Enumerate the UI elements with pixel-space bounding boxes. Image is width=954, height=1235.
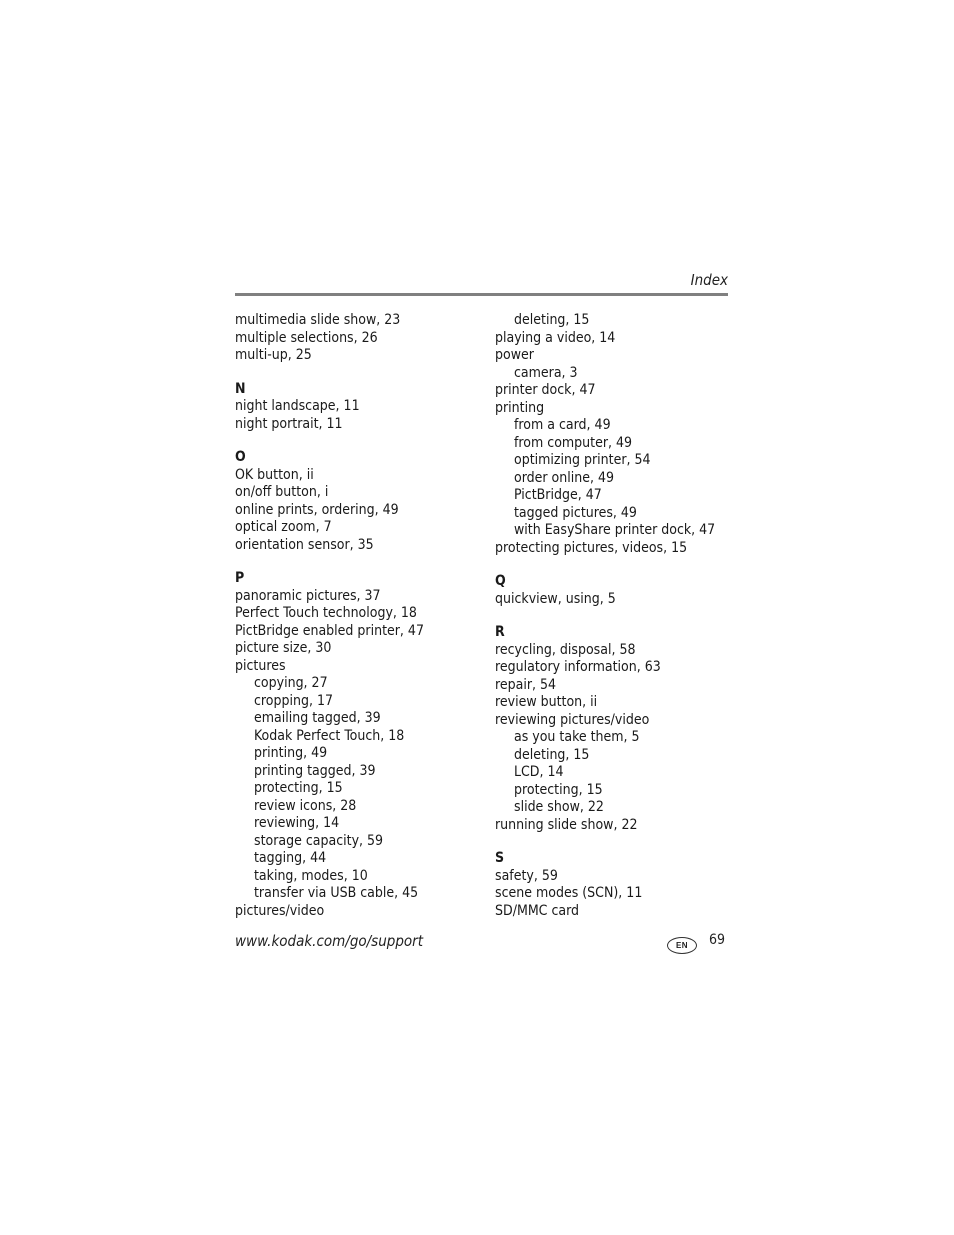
index-subentry: from a card, 49 (514, 417, 611, 433)
index-letter-heading: R (495, 624, 505, 640)
index-entry: multiple selections, 26 (235, 329, 378, 346)
index-entry: safety, 59 (495, 867, 558, 884)
index-entry: online prints, ordering, 49 (235, 501, 399, 518)
index-entry: repair, 54 (495, 676, 557, 693)
index-subentry: tagged pictures, 49 (514, 504, 637, 521)
index-subentry: deleting, 15 (514, 312, 590, 328)
index-letter-heading: O (235, 449, 246, 465)
index-entry: running slide show, 22 (495, 816, 638, 833)
index-entry: panoramic pictures, 37 (235, 587, 381, 604)
index-entry: night landscape, 11 (235, 398, 360, 414)
index-entry: SD/MMC card (495, 902, 580, 919)
page-number: 69 (709, 932, 726, 948)
index-subentry: review icons, 28 (254, 797, 357, 814)
index-letter-heading: P (235, 570, 245, 586)
index-subentry: transfer via USB cable, 45 (254, 885, 419, 901)
index-entry: review button, ii (495, 694, 598, 710)
index-subentry: protecting, 15 (514, 781, 603, 798)
index-entry: Perfect Touch technology, 18 (235, 605, 417, 621)
index-entry: scene modes (SCN), 11 (495, 885, 643, 901)
index-subentry: with EasyShare printer dock, 47 (514, 522, 716, 538)
index-entry: reviewing pictures/video (495, 711, 650, 728)
index-subentry: cropping, 17 (254, 692, 333, 709)
index-entry: quickview, using, 5 (495, 590, 616, 607)
index-entry: regulatory information, 63 (495, 659, 661, 675)
index-column-right (495, 312, 735, 920)
index-entry: printer dock, 47 (495, 382, 596, 398)
index-entry: optical zoom, 7 (235, 519, 332, 535)
index-subentry: deleting, 15 (514, 746, 590, 763)
index-subentry: PictBridge, 47 (514, 487, 602, 503)
index-subentry: slide show, 22 (514, 799, 604, 815)
index-subentry: protecting, 15 (254, 780, 343, 796)
header-rule (235, 293, 728, 296)
index-entry: PictBridge enabled printer, 47 (235, 622, 424, 639)
index-subentry: order online, 49 (514, 469, 615, 486)
index-entry: recycling, disposal, 58 (495, 641, 636, 658)
language-badge-icon: EN (667, 937, 697, 954)
index-entry: pictures/video (235, 902, 325, 919)
index-entry: playing a video, 14 (495, 329, 616, 346)
index-letter-heading: N (235, 380, 246, 397)
index-entry: printing (495, 399, 545, 416)
index-entry: on/off button, i (235, 484, 329, 500)
index-entry: night portrait, 11 (235, 415, 343, 432)
index-subentry: camera, 3 (514, 364, 578, 381)
footer-support-url: www.kodak.com/go/support (235, 932, 423, 950)
index-column-left (235, 312, 485, 920)
index-subentry: as you take them, 5 (514, 729, 640, 745)
index-letter-heading: S (495, 850, 505, 866)
index-entry: protecting pictures, videos, 15 (495, 539, 688, 556)
index-letter-heading: Q (495, 573, 506, 589)
index-subentry: Kodak Perfect Touch, 18 (254, 727, 405, 744)
index-subentry: taking, modes, 10 (254, 867, 368, 884)
index-subentry: reviewing, 14 (254, 815, 340, 831)
index-entry: power (495, 347, 534, 363)
index-subentry: storage capacity, 59 (254, 832, 384, 849)
index-entry: pictures (235, 657, 286, 674)
index-entry: picture size, 30 (235, 640, 332, 656)
index-subentry: copying, 27 (254, 675, 328, 691)
index-entry: multi-up, 25 (235, 347, 312, 363)
index-subentry: printing, 49 (254, 745, 328, 761)
index-subentry: printing tagged, 39 (254, 762, 376, 779)
index-entry: OK button, ii (235, 466, 314, 483)
running-header-title: Index (690, 271, 728, 289)
index-entry: orientation sensor, 35 (235, 536, 374, 553)
index-subentry: tagging, 44 (254, 850, 327, 866)
index-entry: multimedia slide show, 23 (235, 312, 401, 328)
index-subentry: optimizing printer, 54 (514, 452, 651, 468)
index-subentry: from computer, 49 (514, 434, 633, 451)
index-subentry: emailing tagged, 39 (254, 710, 381, 726)
index-subentry: LCD, 14 (514, 764, 564, 780)
